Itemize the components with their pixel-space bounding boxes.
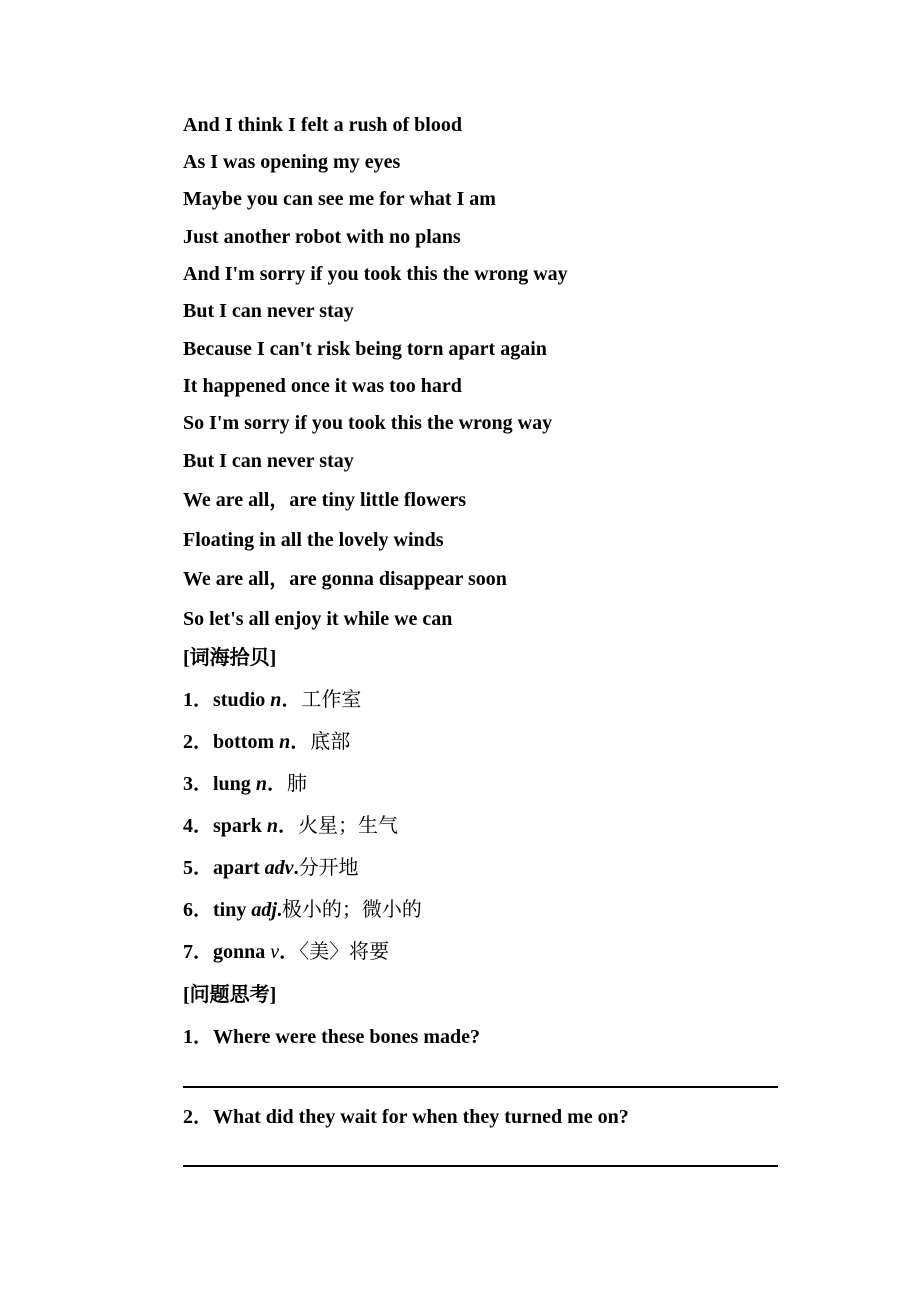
vocab-number: 5． [183,857,213,879]
vocab-word: studio [213,689,271,711]
vocab-separator: . [293,857,299,879]
lyric-line: But I can never stay [183,450,354,472]
vocab-item [183,898,422,922]
vocab-item [183,772,307,796]
lyric-line: Just another robot with no plans [183,226,461,248]
vocab-meaning: 肺 [286,773,307,795]
vocab-number: 2． [183,731,213,753]
vocab-meaning: 分开地 [298,857,359,879]
vocab-number: 3． [183,773,213,795]
answer-line[interactable] [183,1086,778,1088]
vocab-item [183,856,359,880]
lyric-line: We are all，are tiny little flowers [183,489,467,511]
vocab-heading: [词海拾贝] [183,647,277,669]
vocab-pos: adj [251,899,277,921]
vocab-number: 6． [183,899,213,921]
lyric-line: So let's all enjoy it while we can [183,608,453,630]
answer-line[interactable] [183,1165,778,1167]
lyric-line: So I'm sorry if you took this the wrong way [183,412,553,434]
questions-heading: [问题思考] [183,984,277,1006]
vocab-number: 7． [183,941,213,963]
lyric-line: And I'm sorry if you took this the wrong way [183,263,568,285]
vocab-word: spark [213,815,267,837]
vocab-meaning: 底部 [310,731,351,753]
vocab-word: tiny [213,899,252,921]
vocab-separator: . [276,899,282,921]
question-text: Where were these bones made? [213,1026,480,1048]
vocab-meaning: 工作室 [301,689,362,711]
vocab-pos: adv [264,857,294,879]
lyric-line: Because I can't risk being torn apart again [183,338,547,360]
vocab-item [183,688,361,712]
question-text: What did they wait for when they turned me on? [213,1106,629,1128]
vocab-pos: n [279,731,291,753]
question-number: 1． [183,1026,213,1048]
vocab-separator: ． [278,815,299,837]
lyric-line: And I think I felt a rush of blood [183,114,462,136]
vocab-word: gonna [213,941,271,963]
vocab-separator: ． [281,689,302,711]
lyric-line: Maybe you can see me for what I am [183,188,496,210]
vocab-separator: ． [290,731,311,753]
vocab-number: 1． [183,689,213,711]
vocab-separator: ． [266,773,287,795]
question-number: 2． [183,1106,213,1128]
vocab-meaning: 极小的；微小的 [281,899,422,921]
vocab-number: 4． [183,815,213,837]
vocab-meaning: 火星；生气 [298,815,399,837]
vocab-pos: n [255,773,267,795]
lyric-line: As I was opening my eyes [183,151,401,173]
vocab-word: bottom [213,731,280,753]
lyric-line: Floating in all the lovely winds [183,529,444,551]
lyric-line: It happened once it was too hard [183,375,462,397]
vocab-item [183,940,389,964]
vocab-meaning: 〈美〉将要 [299,941,390,963]
question-item [183,1105,629,1129]
lyric-line: We are all，are gonna disappear soon [183,568,507,590]
vocab-pos: n [266,815,279,837]
question-item [183,1025,480,1049]
vocab-word: lung [213,773,256,795]
vocab-pos: v [270,941,280,963]
vocab-separator: ． [279,941,300,963]
vocab-word: apart [213,857,265,879]
vocab-item [183,814,398,838]
vocab-pos: n [270,689,282,711]
vocab-item [183,730,350,754]
lyric-line: But I can never stay [183,300,354,322]
